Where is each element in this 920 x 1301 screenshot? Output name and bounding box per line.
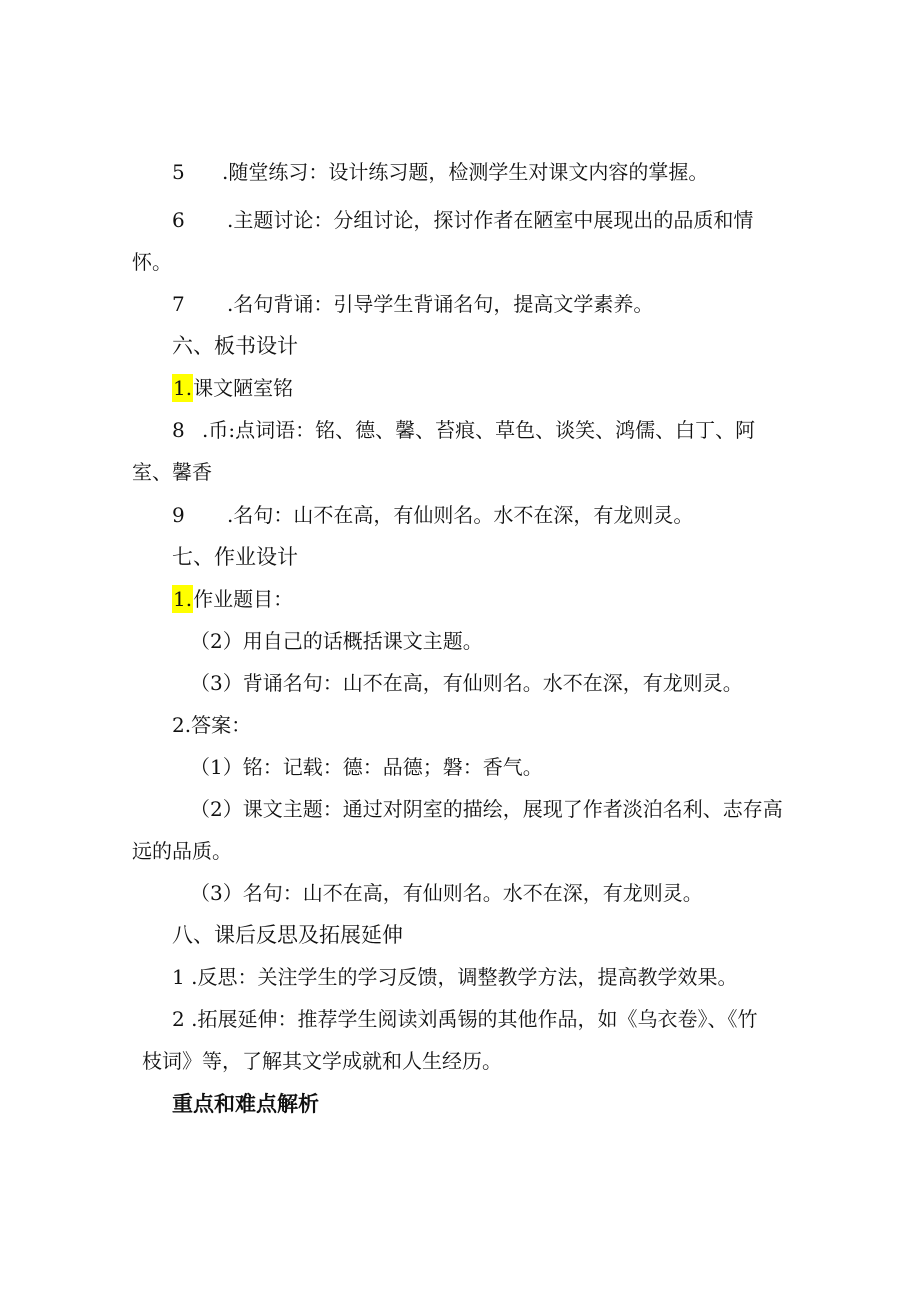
answer-3: （3）名句：山不在高，有仙则名。水不在深，有龙则灵。 bbox=[190, 881, 703, 905]
reflection-item-2-continued: 枝词》等，了解其文学成就和人生经历。 bbox=[142, 1049, 502, 1073]
step-number: 5 bbox=[172, 160, 185, 184]
step-5 bbox=[172, 158, 708, 186]
homework-item-text: 作业题目： bbox=[193, 587, 294, 611]
board-item-text: 课文陋室铭 bbox=[193, 376, 294, 400]
step-6 bbox=[172, 206, 753, 234]
step-text: .名句背诵：引导学生背诵名句，提高文学素养。 bbox=[227, 292, 654, 316]
board-item-1 bbox=[172, 374, 293, 402]
board-item-8 bbox=[172, 416, 755, 444]
answer-1: （1）铭：记载：德：品德；磐：香气。 bbox=[190, 755, 543, 779]
section-heading-reflection: 八、课后反思及拓展延伸 bbox=[172, 923, 403, 947]
item-number: 8 bbox=[172, 418, 185, 442]
item-number: 9 bbox=[172, 503, 185, 527]
homework-subitem-3: （3）背诵名句：山不在高，有仙则名。水不在深，有龙则灵。 bbox=[190, 671, 743, 695]
board-item-8-continued: 室、馨香 bbox=[132, 460, 212, 484]
homework-item-1 bbox=[172, 585, 293, 613]
board-item-9 bbox=[172, 501, 693, 529]
reflection-item-1: 1 .反思：关注学生的学习反馈，调整教学方法，提高教学效果。 bbox=[172, 965, 738, 989]
item-text: .名句：山不在高，有仙则名。水不在深，有龙则灵。 bbox=[227, 503, 694, 527]
section-heading-key-points: 重点和难点解析 bbox=[172, 1092, 319, 1116]
highlighted-number: 1. bbox=[173, 587, 193, 611]
section-heading-homework-design: 七、作业设计 bbox=[172, 545, 298, 569]
step-text: .随堂练习：设计练习题，检测学生对课文内容的掌握。 bbox=[222, 160, 709, 184]
step-6-continued: 怀。 bbox=[132, 250, 172, 274]
item-text: .币:点词语：铭、德、馨、苔痕、草色、谈笑、鸿儒、白丁、阿 bbox=[202, 418, 756, 442]
answer-2-continued: 远的品质。 bbox=[132, 839, 232, 863]
homework-subitem-2: （2）用自己的话概括课文主题。 bbox=[190, 629, 483, 653]
step-7 bbox=[172, 290, 653, 318]
step-number: 7 bbox=[172, 292, 185, 316]
reflection-item-2: 2 .拓展延伸：推荐学生阅读刘禹锡的其他作品，如《乌衣卷》、《竹 bbox=[172, 1007, 758, 1031]
step-number: 6 bbox=[172, 208, 185, 232]
step-text: .主题讨论：分组讨论，探讨作者在陋室中展现出的品质和情 bbox=[227, 208, 754, 232]
answer-2: （2）课文主题：通过对阴室的描绘，展现了作者淡泊名利、志存高 bbox=[190, 797, 783, 821]
highlighted-number: 1. bbox=[173, 376, 193, 400]
section-heading-board-design: 六、板书设计 bbox=[172, 334, 298, 358]
answers-heading: 2.答案： bbox=[172, 713, 252, 737]
